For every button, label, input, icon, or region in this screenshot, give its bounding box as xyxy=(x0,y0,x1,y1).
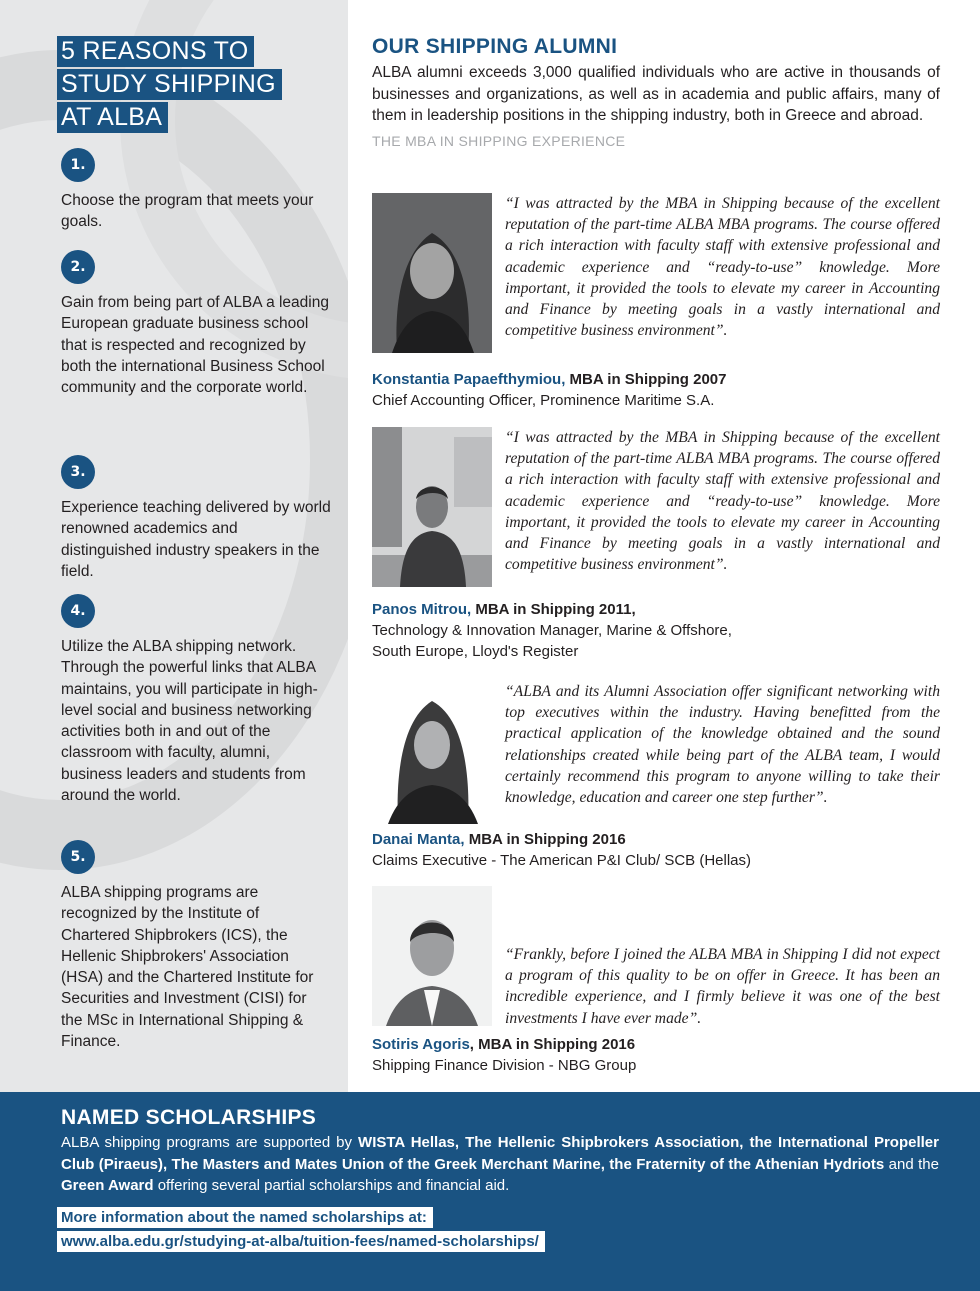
testimonial-attribution xyxy=(372,1034,940,1076)
testimonial xyxy=(372,886,940,1082)
reason-number-badge: 1. xyxy=(61,148,95,182)
alumni-name: Danai Manta, xyxy=(372,831,465,848)
alumni-section xyxy=(372,34,940,149)
testimonial-quote: “I was attracted by the MBA in Shipping because of the excellent reputation of the part-time ALBA MBA programs. The course offered a rich interaction with faculty staff with extensive professional and academic experience and “ready-to-use” knowledge. More important, it provided the tools to elevate my career in Accounting and Finance by meeting goals in a vastly international and competitive business environment”. xyxy=(505,195,940,340)
testimonial-attribution xyxy=(372,369,940,411)
scholarships-text-part: and the xyxy=(884,1155,939,1173)
reason-text: ALBA shipping programs are recognized by the Institute of Chartered Shipbrokers (ICS), the Hellenic Shipbrokers' Association (HSA) and the Chartered Institute for Securities and Investment (CISI) for the MSc in International Shipping & Finance. xyxy=(61,884,314,1051)
scholarships-link[interactable]: www.alba.edu.gr/studying-at-alba/tuition-fees/named-scholarships/ xyxy=(57,1231,545,1252)
reason-item xyxy=(61,594,331,806)
alumni-role: Claims Executive - The American P&I Club/ SCB (Hellas) xyxy=(372,852,752,869)
reasons-title-line: 5 REASONS TO xyxy=(57,36,254,67)
alumni-program: MBA in Shipping 2011, xyxy=(475,601,636,618)
alumni-role: Shipping Finance Division - NBG Group xyxy=(372,1057,637,1074)
alumni-title: OUR SHIPPING ALUMNI xyxy=(372,35,618,58)
alumni-role: Technology & Innovation Manager, Marine & Offshore, xyxy=(372,622,732,639)
testimonial xyxy=(372,193,940,411)
alumni-name: Konstantia Papaefthymiou, xyxy=(372,371,566,388)
reasons-panel xyxy=(0,0,348,1092)
reason-text: Utilize the ALBA shipping network. Through the powerful links that ALBA maintains, you will participate in high-level social and business networking activities both in and out of the classroom with faculty, alumni, business leaders and students from around the world. xyxy=(61,638,318,805)
reason-number-badge: 4. xyxy=(61,594,95,628)
reason-item xyxy=(61,148,331,233)
scholarships-info-label: More information about the named scholarships at: xyxy=(57,1207,433,1228)
scholarships-text xyxy=(61,1132,939,1197)
reasons-title-line: AT ALBA xyxy=(57,102,168,133)
reason-text: Experience teaching delivered by world renowned academics and distinguished industry speakers in the field. xyxy=(61,499,331,580)
testimonial xyxy=(372,681,940,871)
reason-number-badge: 3. xyxy=(61,455,95,489)
alumni-name: Sotiris Agoris xyxy=(372,1036,470,1053)
testimonial-attribution xyxy=(372,599,940,662)
alumni-program: MBA in Shipping 2007 xyxy=(569,371,727,388)
reason-item xyxy=(61,455,331,582)
alumni-photo xyxy=(372,886,492,1026)
reason-item xyxy=(61,840,331,1052)
alumni-role: Chief Accounting Officer, Prominence Maritime S.A. xyxy=(372,392,715,409)
scholarships-text-part: Green Award xyxy=(61,1177,154,1194)
alumni-intro: ALBA alumni exceeds 3,000 qualified individuals who are active in thousands of businesses and organizations, as well as in academia and public affairs, many of them in leadership positions in the shipping industry, both in Greece and abroad. xyxy=(372,64,940,124)
reasons-title-line: STUDY SHIPPING xyxy=(57,69,282,100)
testimonial-quote: “ALBA and its Alumni Association offer significant networking with top executives within the industry. Having benefitted from the practical application of the knowledge obtained and the sound relationships created while being part of the ALBA team, I would certainly recommend this program to anyone willing to take their knowledge, education and career one step further”. xyxy=(505,683,940,807)
reason-text: Gain from being part of ALBA a leading European graduate business school that is respected and recognized by both the international Business School community and the corporate world. xyxy=(61,294,329,397)
experience-subtitle: THE MBA IN SHIPPING EXPERIENCE xyxy=(372,132,626,149)
alumni-role: South Europe, Lloyd's Register xyxy=(372,643,579,660)
reasons-title xyxy=(57,36,282,135)
scholarships-title: NAMED SCHOLARSHIPS xyxy=(61,1106,317,1129)
alumni-program: , MBA in Shipping 2016 xyxy=(469,1036,636,1053)
testimonial xyxy=(372,427,940,667)
reason-number-badge: 5. xyxy=(61,840,95,874)
reason-text: Choose the program that meets your goals. xyxy=(61,192,314,231)
reason-number-badge: 2. xyxy=(61,250,95,284)
scholarships-band xyxy=(0,1092,980,1291)
testimonial-quote: “Frankly, before I joined the ALBA MBA in Shipping I did not expect a program of this quality to be on offer in Greece. It has been an incredible experience, and I firmly believe it was one of the best investments I have ever made”. xyxy=(505,946,940,1027)
scholarships-text-part: WISTA Hellas, The Hellenic Shipbrokers Association, the International Propeller Club (Piraeus), The Masters and Mates Union of the Greek Merchant Marine, the Fraternity of the Athenian Hydriots xyxy=(61,1134,939,1173)
testimonial-attribution xyxy=(372,829,940,871)
testimonial-quote: “I was attracted by the MBA in Shipping because of the excellent reputation of the part-time ALBA MBA programs. The course offered a rich interaction with faculty staff with extensive professional and academic experience and “ready-to-use” knowledge. More important, it provided the tools to elevate my career in Accounting and Finance by meeting goals in a vastly international and competitive business environment”. xyxy=(505,429,940,574)
scholarships-text-part: offering several partial scholarships and financial aid. xyxy=(153,1177,510,1194)
alumni-name: Panos Mitrou, xyxy=(372,601,472,618)
alumni-program: MBA in Shipping 2016 xyxy=(468,831,626,848)
scholarships-text-part: ALBA shipping programs are supported by xyxy=(61,1134,359,1151)
alumni-photo xyxy=(372,427,492,587)
alumni-photo xyxy=(372,681,492,824)
reason-item xyxy=(61,250,331,398)
alumni-photo xyxy=(372,193,492,353)
